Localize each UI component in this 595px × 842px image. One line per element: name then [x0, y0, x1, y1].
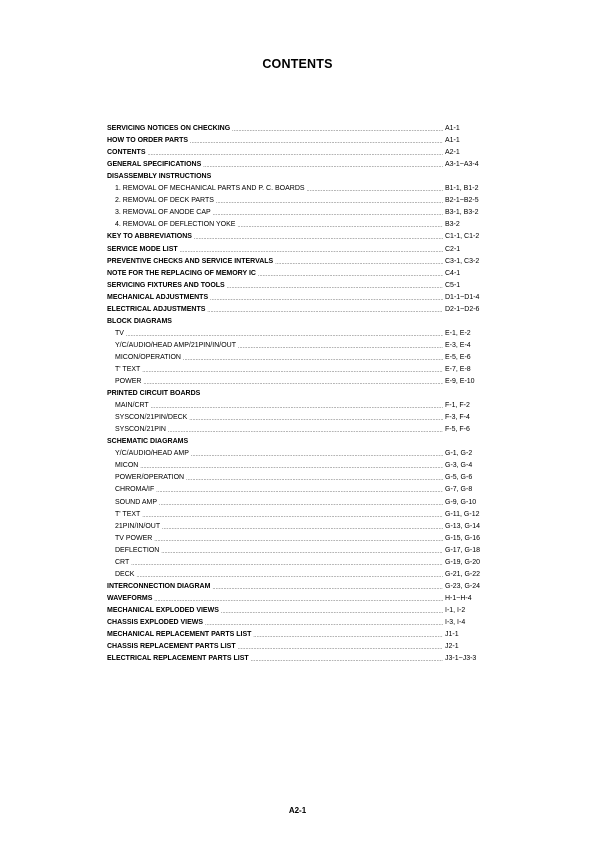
- toc-entry-label: T' TEXT: [115, 365, 141, 373]
- toc-entry-label: Y/C/AUDIO/HEAD AMP: [115, 450, 189, 458]
- dot-leader: [194, 231, 443, 243]
- dot-leader: [216, 195, 443, 207]
- toc-entry-label: 4. REMOVAL OF DEFLECTION YOKE: [115, 221, 236, 229]
- dot-leader: [203, 159, 443, 171]
- toc-entry-page: C2-1: [445, 245, 461, 253]
- toc-entry-page: D2-1~D2-6: [445, 305, 480, 313]
- toc-entry-label: DEFLECTION: [115, 546, 160, 554]
- toc-entry: [107, 207, 525, 219]
- toc-entry-label: DISASSEMBLY INSTRUCTIONS: [107, 173, 212, 181]
- toc-entry-page: G-7, G-8: [445, 486, 473, 494]
- dot-leader: [207, 304, 443, 316]
- toc-section-heading: [107, 436, 525, 448]
- toc-entry-page: C4-1: [445, 269, 461, 277]
- toc-entry-page: G-17, G-18: [445, 546, 481, 554]
- dot-leader: [213, 207, 443, 219]
- toc-entry-page: J3-1~J3-3: [445, 655, 477, 663]
- dot-leader: [251, 653, 443, 665]
- toc-entry-label: GENERAL SPECIFICATIONS: [107, 161, 202, 169]
- toc-entry-label: ELECTRICAL REPLACEMENT PARTS LIST: [107, 655, 249, 663]
- toc-entry-page: J1-1: [445, 631, 459, 639]
- toc-entry: [107, 183, 525, 195]
- toc-entry-label: MAIN/CRT: [115, 402, 149, 410]
- toc-entry-page: E-5, E-6: [445, 353, 471, 361]
- toc-entry-label: POWER: [115, 378, 142, 386]
- toc-entry-label: CONTENTS: [107, 149, 146, 157]
- toc-entry-label: BLOCK DIAGRAMS: [107, 317, 172, 325]
- dot-leader: [212, 581, 443, 593]
- toc-entry: [107, 521, 525, 533]
- toc-entry-label: TV POWER: [115, 534, 153, 542]
- dot-leader: [159, 497, 443, 509]
- toc-entry-page: E-9, E-10: [445, 378, 475, 386]
- toc-entry-label: KEY TO ABBREVIATIONS: [107, 233, 192, 241]
- toc-entry: [107, 424, 525, 436]
- dot-leader: [232, 123, 443, 135]
- toc-entry-page: H-1~H-4: [445, 594, 472, 602]
- toc-entry: [107, 581, 525, 593]
- toc-entry-label: T' TEXT: [115, 510, 141, 518]
- toc-entry-page: F-5, F-6: [445, 426, 470, 434]
- dot-leader: [237, 219, 443, 231]
- toc-entry-page: F-1, F-2: [445, 402, 470, 410]
- toc-entry: [107, 364, 525, 376]
- toc-section-heading: [107, 316, 525, 328]
- toc-entry-page: A2-1: [445, 149, 460, 157]
- dot-leader: [156, 484, 443, 496]
- toc-entry: [107, 268, 525, 280]
- dot-leader: [183, 352, 443, 364]
- toc-entry: [107, 123, 525, 135]
- toc-entry-page: G-1, G-2: [445, 450, 473, 458]
- toc-entry: [107, 219, 525, 231]
- toc-entry: [107, 496, 525, 508]
- toc-entry: [107, 617, 525, 629]
- dot-leader: [142, 364, 443, 376]
- toc-entry: [107, 641, 525, 653]
- toc-entry-label: SERVICING NOTICES ON CHECKING: [107, 125, 231, 133]
- toc-entry-label: Y/C/AUDIO/HEAD AMP/21PIN/IN/OUT: [115, 341, 236, 349]
- toc-entry-page: E-3, E-4: [445, 341, 471, 349]
- toc-entry: [107, 472, 525, 484]
- toc-entry-page: G-15, G-16: [445, 534, 481, 542]
- dot-leader: [143, 376, 443, 388]
- toc-entry-label: PREVENTIVE CHECKS AND SERVICE INTERVALS: [107, 257, 274, 265]
- toc-entry: [107, 484, 525, 496]
- toc-entry-page: J2-1: [445, 643, 459, 651]
- toc-entry-page: C3-1, C3-2: [445, 257, 480, 265]
- dot-leader: [190, 135, 443, 147]
- toc-entry-page: I-3, I-4: [445, 618, 466, 626]
- dot-leader: [221, 605, 443, 617]
- toc-entry-page: G-11, G-12: [445, 510, 480, 518]
- table-of-contents: [107, 123, 525, 665]
- toc-entry-label: SYSCON/21PIN/DECK: [115, 414, 188, 422]
- toc-entry-page: A1-1: [445, 137, 460, 145]
- dot-leader: [131, 557, 443, 569]
- toc-entry-label: WAVEFORMS: [107, 594, 153, 602]
- dot-leader: [154, 533, 443, 545]
- dot-leader: [142, 509, 443, 521]
- dot-leader: [191, 448, 443, 460]
- toc-entry-label: 1. REMOVAL OF MECHANICAL PARTS AND P. C. BOARDS: [115, 185, 305, 193]
- page-number: A2-1: [288, 806, 307, 815]
- toc-section-heading: [107, 388, 525, 400]
- dot-leader: [307, 183, 443, 195]
- toc-entry-label: TV: [115, 329, 124, 337]
- dot-leader: [238, 340, 443, 352]
- dot-leader: [180, 244, 443, 256]
- toc-entry-label: PRINTED CIRCUIT BOARDS: [107, 390, 201, 398]
- toc-entry: [107, 159, 525, 171]
- toc-entry-label: CHASSIS EXPLODED VIEWS: [107, 618, 204, 626]
- toc-entry-label: SOUND AMP: [115, 498, 158, 506]
- toc-entry: [107, 593, 525, 605]
- dot-leader: [136, 569, 443, 581]
- toc-entry-page: G-9, G-10: [445, 498, 477, 506]
- dot-leader: [253, 629, 443, 641]
- toc-entry-page: B2-1~B2-5: [445, 197, 479, 205]
- toc-entry-page: A3-1~A3-4: [445, 161, 479, 169]
- toc-entry: [107, 569, 525, 581]
- dot-leader: [258, 268, 443, 280]
- toc-entry: [107, 533, 525, 545]
- toc-entry: [107, 352, 525, 364]
- toc-entry: [107, 509, 525, 521]
- toc-entry-page: G-5, G-6: [445, 474, 473, 482]
- toc-entry-page: G-21, G-22: [445, 570, 481, 578]
- toc-entry-page: B3-2: [445, 221, 460, 229]
- dot-leader: [238, 641, 443, 653]
- toc-entry-page: D1-1~D1-4: [445, 293, 480, 301]
- toc-entry: [107, 629, 525, 641]
- toc-entry: [107, 328, 525, 340]
- toc-entry-page: E-7, E-8: [445, 365, 471, 373]
- toc-entry: [107, 448, 525, 460]
- toc-entry: [107, 460, 525, 472]
- toc-entry: [107, 231, 525, 243]
- toc-entry-label: MICON/OPERATION: [115, 353, 181, 361]
- dot-leader: [140, 460, 443, 472]
- toc-entry: [107, 605, 525, 617]
- toc-entry-label: DECK: [115, 570, 135, 578]
- toc-entry: [107, 400, 525, 412]
- toc-entry: [107, 304, 525, 316]
- dot-leader: [126, 328, 443, 340]
- toc-entry: [107, 340, 525, 352]
- dot-leader: [168, 424, 443, 436]
- toc-entry-label: CRT: [115, 558, 130, 566]
- toc-entry-page: C5-1: [445, 281, 461, 289]
- toc-entry-label: 3. REMOVAL OF ANODE CAP: [115, 209, 211, 217]
- toc-entry-page: G-13, G-14: [445, 522, 481, 530]
- dot-leader: [162, 521, 443, 533]
- toc-entry-page: G-3, G-4: [445, 462, 473, 470]
- dot-leader: [161, 545, 443, 557]
- toc-entry-label: HOW TO ORDER PARTS: [107, 137, 189, 145]
- toc-entry-label: 21PIN/IN/OUT: [115, 522, 161, 530]
- toc-entry: [107, 243, 525, 255]
- dot-leader: [275, 256, 443, 268]
- toc-entry: [107, 280, 525, 292]
- toc-entry-label: CHASSIS REPLACEMENT PARTS LIST: [107, 643, 236, 651]
- dot-leader: [154, 593, 443, 605]
- toc-entry: [107, 135, 525, 147]
- toc-entry: [107, 376, 525, 388]
- toc-entry-label: MECHANICAL REPLACEMENT PARTS LIST: [107, 631, 252, 639]
- toc-entry-page: E-1, E-2: [445, 329, 471, 337]
- toc-entry-label: MECHANICAL EXPLODED VIEWS: [107, 606, 219, 614]
- dot-leader: [186, 472, 443, 484]
- toc-entry: [107, 195, 525, 207]
- toc-entry: [107, 557, 525, 569]
- toc-entry-label: INTERCONNECTION DIAGRAM: [107, 582, 211, 590]
- toc-entry-label: CHROMA/IF: [115, 486, 155, 494]
- toc-entry-page: F-3, F-4: [445, 414, 470, 422]
- toc-entry-label: ELECTRICAL ADJUSTMENTS: [107, 305, 206, 313]
- toc-entry-page: C1-1, C1-2: [445, 233, 480, 241]
- toc-entry-page: G-19, G-20: [445, 558, 481, 566]
- toc-entry: [107, 653, 525, 665]
- toc-entry: [107, 292, 525, 304]
- toc-entry-label: POWER/OPERATION: [115, 474, 185, 482]
- toc-entry-page: B3-1, B3-2: [445, 209, 479, 217]
- dot-leader: [151, 400, 443, 412]
- dot-leader: [148, 147, 444, 159]
- toc-entry-page: G-23, G-24: [445, 582, 481, 590]
- dot-leader: [210, 292, 443, 304]
- toc-entry: [107, 147, 525, 159]
- toc-entry-label: NOTE FOR THE REPLACING OF MEMORY IC: [107, 269, 256, 277]
- toc-entry-label: SERVICE MODE LIST: [107, 245, 178, 253]
- dot-leader: [205, 617, 443, 629]
- toc-section-heading: [107, 171, 525, 183]
- toc-entry: [107, 256, 525, 268]
- toc-entry-label: SCHEMATIC DIAGRAMS: [107, 438, 189, 446]
- toc-entry-page: A1-1: [445, 125, 460, 133]
- toc-entry-label: 2. REMOVAL OF DECK PARTS: [115, 197, 214, 205]
- toc-entry-label: SERVICING FIXTURES AND TOOLS: [107, 281, 225, 289]
- toc-entry: [107, 545, 525, 557]
- toc-entry: [107, 412, 525, 424]
- toc-entry-label: SYSCON/21PIN: [115, 426, 166, 434]
- dot-leader: [189, 412, 443, 424]
- dot-leader: [227, 280, 443, 292]
- page-title: CONTENTS: [262, 57, 333, 71]
- toc-entry-page: I-1, I-2: [445, 606, 466, 614]
- toc-entry-label: MECHANICAL ADJUSTMENTS: [107, 293, 209, 301]
- toc-entry-label: MICON: [115, 462, 139, 470]
- toc-entry-page: B1-1, B1-2: [445, 185, 479, 193]
